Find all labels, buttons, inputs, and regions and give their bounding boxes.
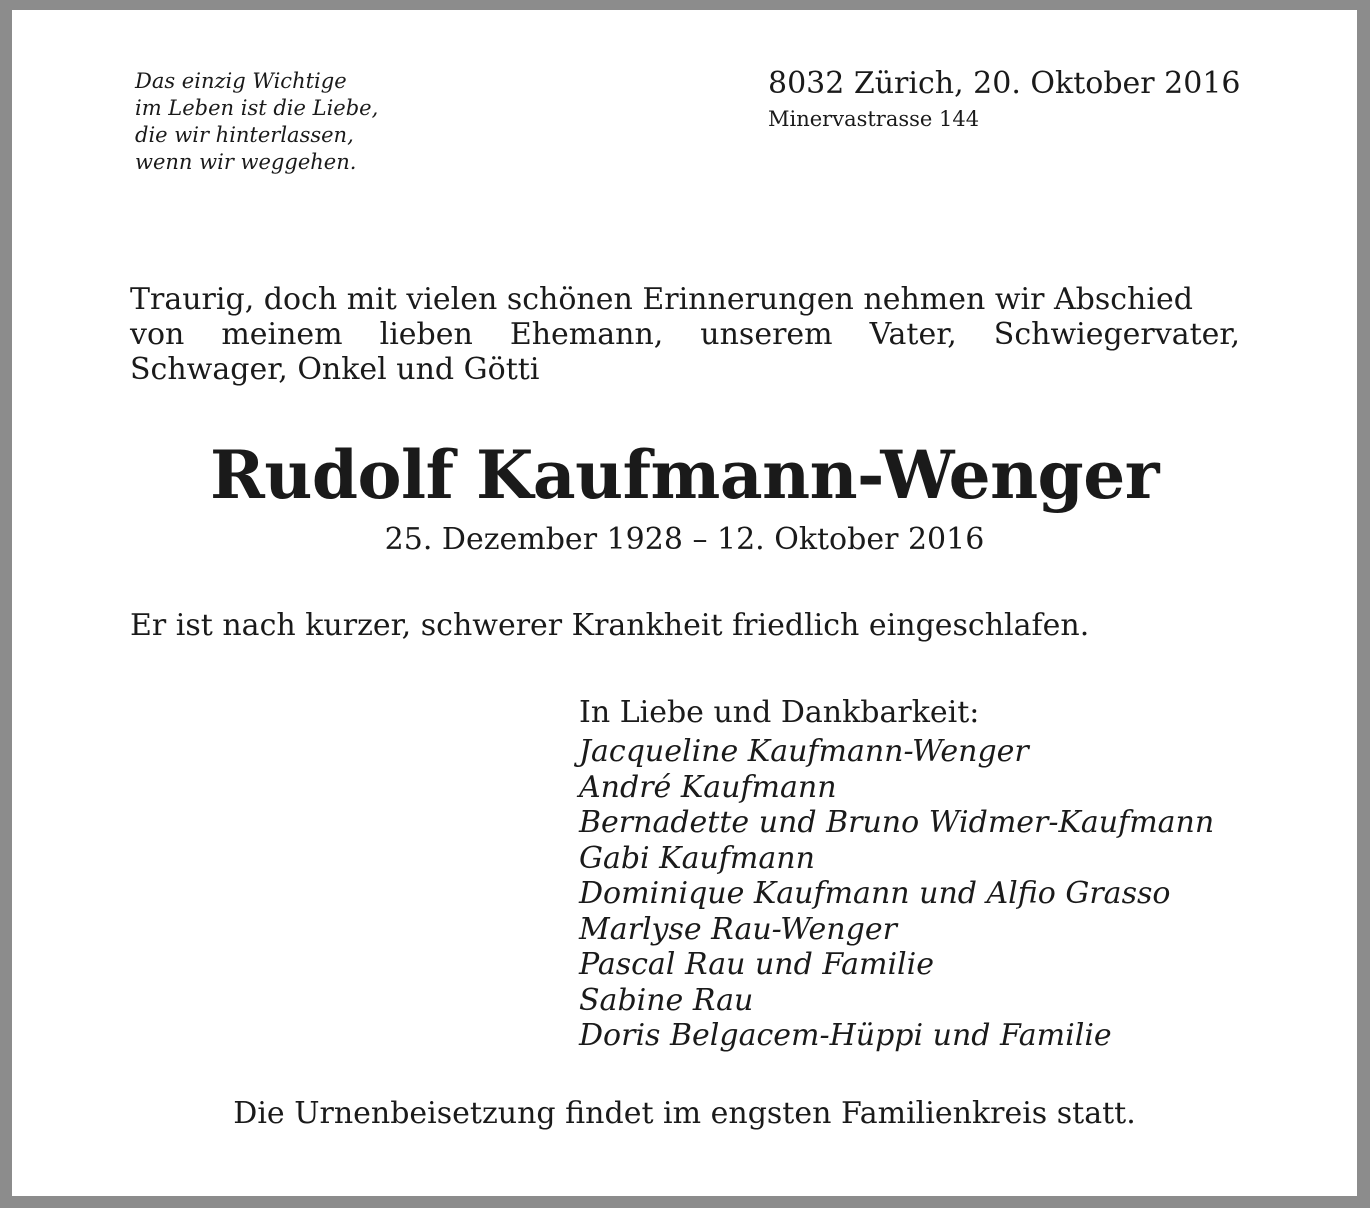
mourner-name: Doris Belgacem-Hüppi und Familie — [579, 1018, 1112, 1053]
intro-line: von meinem lieben Ehemann, unserem Vater, Schwiegervater, — [130, 317, 1240, 352]
intro-text — [130, 282, 1240, 387]
mourner-name: Gabi Kaufmann — [579, 840, 815, 876]
quote-line: Das einzig Wichtige — [135, 69, 347, 93]
mourner-name: André Kaufmann — [579, 769, 837, 805]
place-and-date — [768, 64, 1248, 134]
mourner-name: Bernadette und Bruno Widmer-Kaufmann — [579, 805, 1215, 840]
mourner-name: Dominique Kaufmann und Alfio Grasso — [579, 876, 1171, 911]
deceased-name: Rudolf Kaufmann-Wenger — [210, 436, 1159, 514]
life-dates: 25. Dezember 1928 – 12. Oktober 2016 — [384, 522, 985, 557]
mourner-name: Sabine Rau — [579, 982, 754, 1018]
mourner-name: Pascal Rau und Familie — [579, 947, 934, 982]
intro-line: Traurig, doch mit vielen schönen Erinnerungen nehmen wir Abschied — [130, 282, 1193, 317]
quote-line: wenn wir weggehen. — [135, 150, 357, 174]
obituary-page — [12, 10, 1357, 1196]
mourner-name: Jacqueline Kaufmann-Wenger — [579, 734, 1029, 769]
intro-line: Schwager, Onkel und Götti — [130, 352, 540, 387]
mourners-block — [579, 692, 1259, 1054]
mourner-name: Marlyse Rau-Wenger — [579, 911, 897, 947]
closing-note: Die Urnenbeisetzung findet im engsten Familienkreis statt. — [233, 1096, 1136, 1131]
mourners-list — [579, 734, 1259, 1054]
quote-line: im Leben ist die Liebe, — [135, 96, 379, 120]
memorial-quote — [135, 68, 455, 176]
mourners-heading: In Liebe und Dankbarkeit: — [579, 695, 980, 730]
street-address: Minervastrasse 144 — [768, 107, 980, 131]
passing-note: Er ist nach kurzer, schwerer Krankheit friedlich eingeschlafen. — [130, 608, 1090, 643]
place-date-line: 8032 Zürich, 20. Oktober 2016 — [768, 66, 1241, 101]
quote-line: die wir hinterlassen, — [135, 123, 354, 147]
